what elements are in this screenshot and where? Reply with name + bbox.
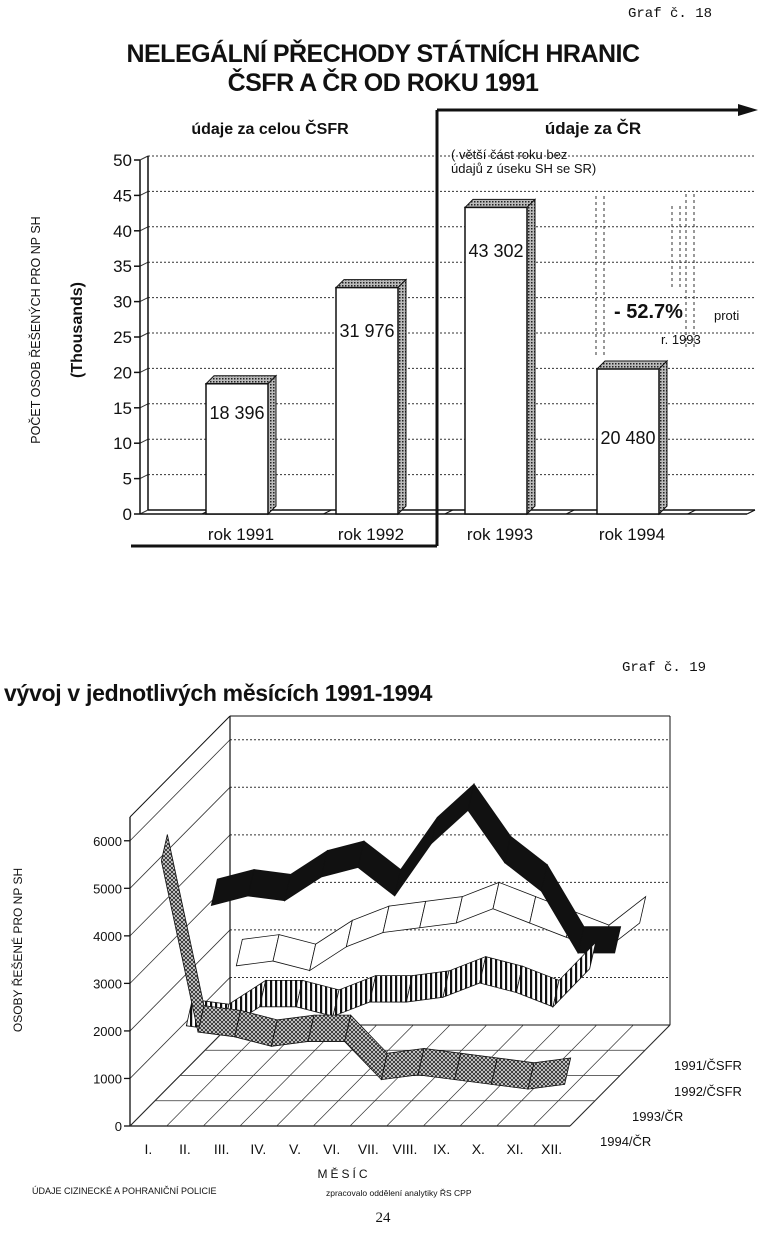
x-axis-label: MĚSÍC [317, 1167, 371, 1181]
y-tick-label: 50 [113, 151, 132, 170]
y-tick-label: 30 [113, 292, 132, 312]
section-label-cr: údaje za ČR [544, 119, 642, 138]
x-tick-label: XI. [506, 1141, 524, 1157]
series-segment [443, 957, 486, 998]
y-tick-label: 10 [113, 434, 132, 454]
y-tick-label: 5 [122, 469, 132, 489]
series-segment [321, 841, 364, 877]
page-number: 24 [375, 1210, 391, 1226]
series-segment [211, 870, 254, 906]
y-tick-label: 35 [113, 257, 132, 277]
series-segment [235, 1010, 278, 1046]
bar-value-label: 43 302 [468, 241, 524, 261]
bar-value-label: 31 976 [339, 321, 395, 341]
x-tick-label: rok 1991 [207, 525, 275, 544]
series-segment [248, 870, 291, 901]
y-tick-label: 6000 [93, 833, 122, 849]
series-segment [260, 980, 303, 1006]
note-1993-line1: ( větší část roku bez [451, 147, 568, 162]
series-segment [480, 957, 523, 993]
series-segment [491, 1058, 534, 1089]
x-tick-label: I. [144, 1141, 153, 1157]
series-segment [395, 817, 438, 896]
chart1-title-line1: NELEGÁLNÍ PŘECHODY STÁTNÍCH HRANIC [126, 40, 640, 68]
series-segment [273, 935, 316, 971]
series-segment [418, 1048, 461, 1079]
x-tick-label: VIII. [392, 1141, 418, 1157]
y-axis-label: OSOBY ŘEŠENÉ PRO NP SH [11, 867, 25, 1033]
x-tick-label: XII. [541, 1141, 563, 1157]
x-tick-label: IX. [433, 1141, 451, 1157]
y-tick-label: 40 [113, 221, 132, 241]
series-segment [161, 835, 204, 1033]
bar-value-label: 18 396 [209, 403, 265, 423]
graph-19-label: Graf č. 19 [622, 660, 707, 676]
chart2-title: vývoj v jednotlivých měsících 1991-1994 [4, 680, 433, 706]
y-tick-label: 2000 [93, 1023, 122, 1039]
chart1-title-line2: ČSFR A ČR OD ROKU 1991 [227, 68, 539, 97]
footer-source-left: ÚDAJE CIZINECKÉ A POHRANIČNÍ POLICIE [32, 1186, 217, 1196]
series-segment [455, 1053, 498, 1084]
y-tick-label: 25 [113, 328, 132, 347]
change-reference: r. 1993 [661, 332, 701, 347]
legend-entry: 1992/ČSFR [674, 1084, 742, 1099]
change-percent: - 52.7% [614, 301, 683, 323]
series-segment [493, 882, 536, 923]
y-tick-label: 45 [113, 186, 132, 206]
change-word: proti [714, 308, 740, 323]
graph-18-label: Graf č. 18 [628, 6, 713, 22]
x-tick-label: X. [471, 1141, 485, 1157]
series-segment [358, 841, 401, 896]
y-tick-label: 3000 [93, 976, 122, 992]
legend-entry: 1994/ČR [600, 1134, 652, 1149]
bar-value-label: 20 480 [600, 428, 656, 448]
x-tick-label: IV. [250, 1141, 267, 1157]
series-segment [456, 882, 499, 923]
x-tick-label: II. [179, 1141, 191, 1157]
series-segment [516, 966, 559, 1007]
x-tick-label: rok 1993 [466, 525, 534, 544]
series-segment [308, 1015, 351, 1041]
series-segment [528, 1058, 571, 1089]
series-segment [370, 976, 413, 1002]
legend-entry: 1991/ČSFR [674, 1058, 742, 1073]
series-segment [285, 851, 328, 901]
section-label-csfr: údaje za celou ČSFR [191, 121, 349, 138]
x-tick-label: V. [289, 1141, 301, 1157]
y-tick-label: 1000 [93, 1071, 122, 1087]
y-axis-label: POČET OSOB ŘEŠENÝCH PRO NP SH [29, 216, 43, 444]
x-tick-label: VII. [357, 1141, 379, 1157]
series-segment [505, 836, 548, 891]
series-segment [296, 980, 339, 1016]
x-tick-label: rok 1994 [598, 525, 666, 544]
x-tick-label: rok 1992 [337, 525, 405, 544]
series-segment [578, 927, 621, 953]
y-tick-label: 20 [113, 363, 132, 383]
x-tick-label: VI. [323, 1141, 341, 1157]
y-tick-label: 0 [122, 505, 132, 524]
y-axis-units: (Thousands) [69, 282, 86, 378]
series-segment [468, 784, 511, 863]
footer-source-right: zpracovalo oddělení analytiky ŘS CPP [326, 1188, 472, 1198]
grid-line-side [130, 740, 230, 841]
y-tick-label: 4000 [93, 928, 122, 944]
y-tick-label: 0 [114, 1119, 122, 1134]
series-segment [310, 920, 353, 970]
legend-entry: 1993/ČR [632, 1109, 684, 1124]
x-tick-label: III. [213, 1141, 230, 1157]
series-segment [333, 976, 376, 1017]
series-segment [553, 942, 596, 1006]
series-segment [346, 906, 389, 947]
side-wall-top [130, 716, 230, 817]
note-1993-line2: údajů z úseku SH se SR) [451, 161, 597, 176]
series-segment [198, 1006, 241, 1037]
y-tick-label: 15 [113, 398, 132, 418]
y-tick-label: 5000 [93, 881, 122, 897]
